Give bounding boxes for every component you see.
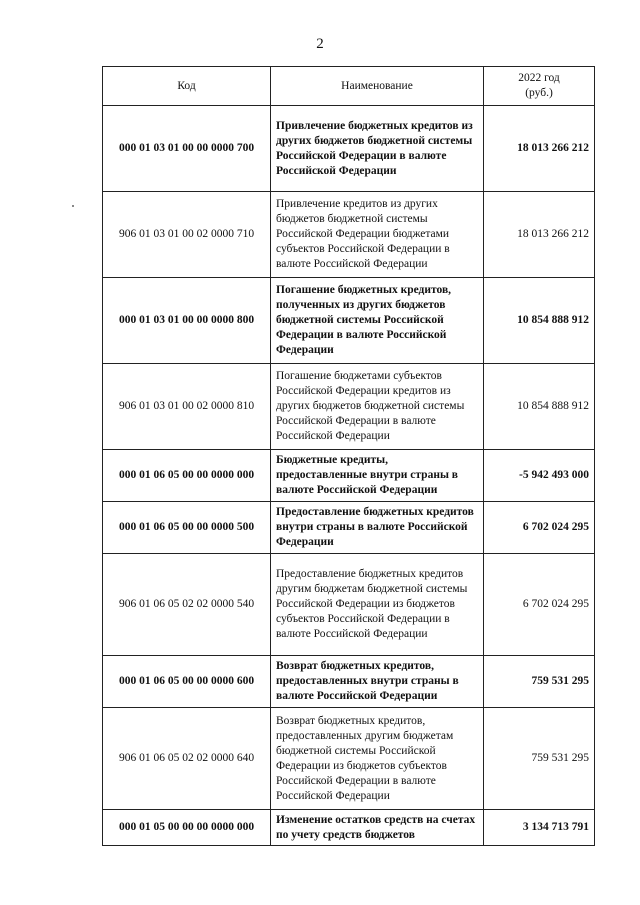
table-header-row — [103, 67, 595, 106]
row-code: 906 01 06 05 02 02 0000 540 — [103, 554, 271, 656]
header-amount — [484, 67, 595, 106]
row-code: 000 01 03 01 00 00 0000 800 — [103, 278, 271, 364]
row-name: Изменение остатков средств на счетах по учету средств бюджетов — [271, 810, 484, 846]
row-code: 906 01 03 01 00 02 0000 710 — [103, 192, 271, 278]
row-name: Погашение бюджетами субъектов Российской Федерации кредитов из других бюджетов бюджетной системы Российской Федерации в валюте Российской Федерации — [271, 364, 484, 450]
row-name: Возврат бюджетных кредитов, предоставленных внутри страны в валюте Российской Федерации — [271, 656, 484, 708]
row-code: 000 01 06 05 00 00 0000 000 — [103, 450, 271, 502]
header-name: Наименование — [271, 67, 484, 106]
row-name: Погашение бюджетных кредитов, полученных из других бюджетов бюджетной системы Российской Федерации в валюте Российской Федерации — [271, 278, 484, 364]
row-name: Привлечение бюджетных кредитов из других бюджетов бюджетной системы Российской Федерации в валюте Российской Федерации — [271, 106, 484, 192]
table-row — [103, 554, 595, 656]
table-body — [103, 106, 595, 846]
row-amount: 10 854 888 912 — [484, 278, 595, 364]
row-code: 000 01 03 01 00 00 0000 700 — [103, 106, 271, 192]
table-row — [103, 656, 595, 708]
table-row — [103, 364, 595, 450]
row-code: 906 01 06 05 02 02 0000 640 — [103, 708, 271, 810]
scan-speck — [72, 205, 74, 207]
table-row — [103, 106, 595, 192]
header-code: Код — [103, 67, 271, 106]
row-amount: 3 134 713 791 — [484, 810, 595, 846]
table-row — [103, 708, 595, 810]
table-row — [103, 450, 595, 502]
row-amount: 10 854 888 912 — [484, 364, 595, 450]
row-code: 000 01 05 00 00 00 0000 000 — [103, 810, 271, 846]
table-row — [103, 502, 595, 554]
table-row — [103, 278, 595, 364]
row-code: 000 01 06 05 00 00 0000 500 — [103, 502, 271, 554]
table-row — [103, 192, 595, 278]
row-amount: 759 531 295 — [484, 656, 595, 708]
row-amount: 6 702 024 295 — [484, 502, 595, 554]
page-number: 2 — [316, 36, 324, 52]
row-code: 906 01 03 01 00 02 0000 810 — [103, 364, 271, 450]
row-name: Возврат бюджетных кредитов, предоставленных другим бюджетам бюджетной системы Российской Федерации из бюджетов субъектов Российской Федерации в валюте Российской Федерации — [271, 708, 484, 810]
row-name: Предоставление бюджетных кредитов внутри страны в валюте Российской Федерации — [271, 502, 484, 554]
row-amount: -5 942 493 000 — [484, 450, 595, 502]
row-amount: 759 531 295 — [484, 708, 595, 810]
header-amount-year: 2022 год — [518, 72, 560, 84]
row-amount: 18 013 266 212 — [484, 192, 595, 278]
row-name: Предоставление бюджетных кредитов другим бюджетам бюджетной системы Российской Федерации из бюджетов субъектов Российской Федерации в валюте Российской Федерации — [271, 554, 484, 656]
header-amount-unit: (руб.) — [525, 87, 553, 99]
budget-sources-table — [102, 66, 595, 846]
row-name: Бюджетные кредиты, предоставленные внутри страны в валюте Российской Федерации — [271, 450, 484, 502]
row-name: Привлечение кредитов из других бюджетов бюджетной системы Российской Федерации бюджетами субъектов Российской Федерации в валюте Российской Федерации — [271, 192, 484, 278]
row-amount: 6 702 024 295 — [484, 554, 595, 656]
table-row — [103, 810, 595, 846]
row-code: 000 01 06 05 00 00 0000 600 — [103, 656, 271, 708]
row-amount: 18 013 266 212 — [484, 106, 595, 192]
